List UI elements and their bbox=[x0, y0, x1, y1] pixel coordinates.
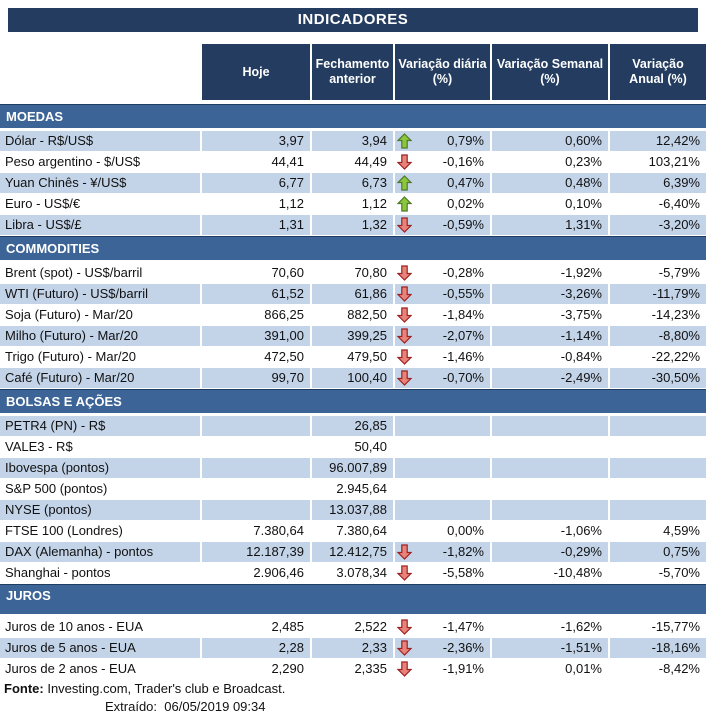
cell-variacao-diaria bbox=[395, 194, 492, 214]
cell-indicator-label: Milho (Futuro) - Mar/20 bbox=[0, 326, 202, 346]
arrow-down-icon bbox=[397, 544, 413, 560]
cell-variacao-diaria bbox=[395, 563, 492, 583]
cell-variacao-anual: -22,22% bbox=[651, 349, 700, 364]
arrow-down-icon bbox=[397, 307, 413, 323]
section-header-bolsas-e-a-es: BOLSAS E AÇÕES bbox=[0, 389, 706, 413]
arrow-down-icon bbox=[397, 154, 413, 170]
cell-indicator-label: Ibovespa (pontos) bbox=[0, 458, 202, 478]
cell-hoje: 2,485 bbox=[202, 617, 312, 637]
arrow-placeholder bbox=[397, 460, 413, 476]
cell-hoje bbox=[202, 437, 312, 457]
cell-variacao-semanal: -1,62% bbox=[492, 617, 610, 637]
cell-indicator-label: Brent (spot) - US$/barril bbox=[0, 263, 202, 283]
cell-variacao-semanal bbox=[492, 416, 610, 436]
extracted-value: 06/05/2019 09:34 bbox=[164, 699, 266, 714]
variacao-diaria-value: -1,82% bbox=[442, 544, 484, 559]
cell-hoje: 2,290 bbox=[202, 659, 312, 679]
arrow-placeholder bbox=[397, 418, 413, 434]
table-row-petr4-pn-r bbox=[0, 416, 706, 436]
cell-hoje: 44,41 bbox=[202, 152, 312, 172]
table-row-euro-us bbox=[0, 194, 706, 214]
cell-variacao-diaria bbox=[395, 305, 492, 325]
column-header-line: (%) bbox=[432, 72, 453, 86]
cell-variacao-semanal: -1,51% bbox=[492, 638, 610, 658]
cell-fechamento-anterior: 100,40 bbox=[312, 368, 395, 388]
cell-fechamento-anterior: 1,32 bbox=[312, 215, 395, 235]
cell-fechamento-anterior: 2,522 bbox=[312, 617, 395, 637]
cell-indicator-label: Trigo (Futuro) - Mar/20 bbox=[0, 347, 202, 367]
column-header-line: Fechamento bbox=[315, 57, 390, 71]
cell-indicator-label: Peso argentino - $/US$ bbox=[0, 152, 202, 172]
column-header-line: Variação bbox=[632, 57, 684, 71]
cell-variacao-diaria bbox=[395, 263, 492, 283]
column-header-variacao-semanal bbox=[492, 44, 610, 100]
cell-hoje: 866,25 bbox=[202, 305, 312, 325]
cell-indicator-label: Soja (Futuro) - Mar/20 bbox=[0, 305, 202, 325]
cell-indicator-label: DAX (Alemanha) - pontos bbox=[0, 542, 202, 562]
cell-variacao-anual: 103,21% bbox=[648, 154, 700, 169]
cell-variacao-semanal bbox=[492, 458, 610, 478]
cell-variacao-diaria bbox=[395, 437, 492, 457]
table-row-d-lar-r-us bbox=[0, 131, 706, 151]
cell-fechamento-anterior: 2,33 bbox=[312, 638, 395, 658]
section-header-commodities: COMMODITIES bbox=[0, 236, 706, 260]
cell-variacao-semanal bbox=[492, 500, 610, 520]
cell-indicator-label: VALE3 - R$ bbox=[0, 437, 202, 457]
cell-hoje: 472,50 bbox=[202, 347, 312, 367]
indicators-table bbox=[0, 104, 706, 679]
cell-fechamento-anterior: 13.037,88 bbox=[312, 500, 395, 520]
cell-indicator-label: Euro - US$/€ bbox=[0, 194, 202, 214]
arrow-placeholder bbox=[397, 502, 413, 518]
table-row-juros-de-5-anos-eua bbox=[0, 638, 706, 658]
cell-variacao-diaria bbox=[395, 479, 492, 499]
table-footer bbox=[0, 680, 706, 716]
cell-indicator-label: Dólar - R$/US$ bbox=[0, 131, 202, 151]
cell-indicator-label: Juros de 5 anos - EUA bbox=[0, 638, 202, 658]
cell-variacao-anual: -6,40% bbox=[658, 196, 700, 211]
cell-variacao-anual: -15,77% bbox=[651, 619, 700, 634]
cell-variacao-semanal: -3,26% bbox=[492, 284, 610, 304]
cell-variacao-diaria bbox=[395, 542, 492, 562]
cell-indicator-label: Juros de 10 anos - EUA bbox=[0, 617, 202, 637]
cell-variacao-semanal: 0,10% bbox=[492, 194, 610, 214]
cell-fechamento-anterior: 3.078,34 bbox=[312, 563, 395, 583]
cell-fechamento-anterior: 50,40 bbox=[312, 437, 395, 457]
cell-variacao-anual: -30,50% bbox=[651, 370, 700, 385]
cell-variacao-semanal bbox=[492, 479, 610, 499]
table-row-libra-us bbox=[0, 215, 706, 235]
cell-variacao-semanal: -1,92% bbox=[492, 263, 610, 283]
table-row-shanghai-pontos bbox=[0, 563, 706, 583]
variacao-diaria-value: -2,36% bbox=[442, 640, 484, 655]
arrow-placeholder bbox=[397, 523, 413, 539]
cell-indicator-label: Juros de 2 anos - EUA bbox=[0, 659, 202, 679]
cell-variacao-anual: 12,42% bbox=[655, 133, 700, 148]
cell-variacao-anual: -11,79% bbox=[652, 286, 700, 301]
cell-variacao-diaria bbox=[395, 521, 492, 541]
cell-fechamento-anterior: 6,73 bbox=[312, 173, 395, 193]
cell-variacao-diaria bbox=[395, 152, 492, 172]
table-row-brent-spot-us-barril bbox=[0, 263, 706, 283]
cell-fechamento-anterior: 26,85 bbox=[312, 416, 395, 436]
arrow-placeholder bbox=[397, 439, 413, 455]
source-line bbox=[0, 680, 706, 698]
table-row-yuan-chin-s-us bbox=[0, 173, 706, 193]
column-header-line: Anual (%) bbox=[629, 72, 687, 86]
cell-fechamento-anterior: 2,335 bbox=[312, 659, 395, 679]
page-title: INDICADORES bbox=[8, 8, 698, 32]
cell-hoje bbox=[202, 500, 312, 520]
table-row-trigo-futuro-mar-20 bbox=[0, 347, 706, 367]
cell-hoje: 1,12 bbox=[202, 194, 312, 214]
column-header-line: anterior bbox=[329, 72, 376, 86]
variacao-diaria-value: -2,07% bbox=[442, 328, 484, 343]
cell-variacao-diaria bbox=[395, 617, 492, 637]
column-header-line: Variação diária bbox=[398, 57, 487, 71]
column-header-line: (%) bbox=[540, 72, 560, 86]
header-spacer bbox=[0, 44, 202, 100]
variacao-diaria-value: -0,28% bbox=[442, 265, 484, 280]
cell-hoje: 3,97 bbox=[202, 131, 312, 151]
cell-variacao-semanal: -3,75% bbox=[492, 305, 610, 325]
table-row-vale3-r bbox=[0, 437, 706, 457]
cell-hoje: 61,52 bbox=[202, 284, 312, 304]
table-row-milho-futuro-mar-20 bbox=[0, 326, 706, 346]
cell-indicator-label: PETR4 (PN) - R$ bbox=[0, 416, 202, 436]
variacao-diaria-value: 0,47% bbox=[447, 175, 484, 190]
column-header-variacao-anual bbox=[610, 44, 706, 100]
cell-variacao-semanal: -1,06% bbox=[492, 521, 610, 541]
cell-fechamento-anterior: 2.945,64 bbox=[312, 479, 395, 499]
variacao-diaria-value: 0,79% bbox=[447, 133, 484, 148]
cell-variacao-diaria bbox=[395, 173, 492, 193]
cell-hoje bbox=[202, 416, 312, 436]
cell-variacao-anual: 4,59% bbox=[663, 523, 700, 538]
table-row-dax-alemanha-pontos bbox=[0, 542, 706, 562]
cell-indicator-label: Shanghai - pontos bbox=[0, 563, 202, 583]
cell-indicator-label: FTSE 100 (Londres) bbox=[0, 521, 202, 541]
cell-variacao-anual: -3,20% bbox=[658, 217, 700, 232]
column-header-hoje bbox=[202, 44, 312, 100]
variacao-diaria-value: -0,55% bbox=[442, 286, 484, 301]
cell-hoje: 70,60 bbox=[202, 263, 312, 283]
variacao-diaria-value: -0,70% bbox=[442, 370, 484, 385]
variacao-diaria-value: -5,58% bbox=[442, 565, 484, 580]
arrow-down-icon bbox=[397, 217, 413, 233]
cell-indicator-label: Yuan Chinês - ¥/US$ bbox=[0, 173, 202, 193]
arrow-down-icon bbox=[397, 265, 413, 281]
cell-variacao-diaria bbox=[395, 326, 492, 346]
table-row-wti-futuro-us-barril bbox=[0, 284, 706, 304]
cell-variacao-anual: -8,42% bbox=[658, 661, 700, 676]
cell-variacao-diaria bbox=[395, 347, 492, 367]
cell-variacao-diaria bbox=[395, 215, 492, 235]
section-header-moedas: MOEDAS bbox=[0, 104, 706, 128]
cell-variacao-anual: -5,70% bbox=[658, 565, 700, 580]
cell-variacao-diaria bbox=[395, 638, 492, 658]
cell-variacao-diaria bbox=[395, 368, 492, 388]
cell-variacao-anual bbox=[610, 458, 706, 478]
variacao-diaria-value: 0,00% bbox=[447, 523, 484, 538]
arrow-down-icon bbox=[397, 370, 413, 386]
cell-variacao-anual: 6,39% bbox=[663, 175, 700, 190]
arrow-down-icon bbox=[397, 565, 413, 581]
column-header-fechamento bbox=[312, 44, 395, 100]
cell-variacao-anual: -18,16% bbox=[651, 640, 700, 655]
section-header-juros: JUROS bbox=[0, 584, 706, 614]
cell-fechamento-anterior: 7.380,64 bbox=[312, 521, 395, 541]
cell-fechamento-anterior: 882,50 bbox=[312, 305, 395, 325]
column-header-line: Variação Semanal bbox=[496, 57, 604, 71]
cell-hoje: 1,31 bbox=[202, 215, 312, 235]
cell-variacao-anual: -14,23% bbox=[651, 307, 700, 322]
table-row-caf-futuro-mar-20 bbox=[0, 368, 706, 388]
cell-variacao-anual: 0,75% bbox=[663, 544, 700, 559]
cell-hoje: 7.380,64 bbox=[202, 521, 312, 541]
cell-variacao-diaria bbox=[395, 131, 492, 151]
table-row-nyse-pontos bbox=[0, 500, 706, 520]
cell-variacao-anual bbox=[610, 479, 706, 499]
extracted-label: Extraído: bbox=[105, 699, 158, 714]
variacao-diaria-value: -1,47% bbox=[442, 619, 484, 634]
table-row-soja-futuro-mar-20 bbox=[0, 305, 706, 325]
cell-fechamento-anterior: 3,94 bbox=[312, 131, 395, 151]
arrow-up-icon bbox=[397, 196, 413, 212]
cell-variacao-diaria bbox=[395, 500, 492, 520]
cell-variacao-semanal: 0,60% bbox=[492, 131, 610, 151]
table-row-peso-argentino-us bbox=[0, 152, 706, 172]
cell-fechamento-anterior: 70,80 bbox=[312, 263, 395, 283]
variacao-diaria-value: 0,02% bbox=[447, 196, 484, 211]
cell-variacao-semanal: -2,49% bbox=[492, 368, 610, 388]
cell-variacao-semanal: 0,23% bbox=[492, 152, 610, 172]
cell-variacao-semanal: 1,31% bbox=[492, 215, 610, 235]
table-row-ibovespa-pontos bbox=[0, 458, 706, 478]
cell-indicator-label: Libra - US$/£ bbox=[0, 215, 202, 235]
cell-fechamento-anterior: 12.412,75 bbox=[312, 542, 395, 562]
cell-variacao-anual: -5,79% bbox=[658, 265, 700, 280]
cell-fechamento-anterior: 399,25 bbox=[312, 326, 395, 346]
source-label: Fonte: bbox=[4, 681, 44, 696]
cell-variacao-diaria bbox=[395, 416, 492, 436]
arrow-down-icon bbox=[397, 349, 413, 365]
cell-variacao-anual: -8,80% bbox=[658, 328, 700, 343]
arrow-down-icon bbox=[397, 640, 413, 656]
cell-variacao-diaria bbox=[395, 284, 492, 304]
cell-variacao-semanal: 0,48% bbox=[492, 173, 610, 193]
arrow-down-icon bbox=[397, 619, 413, 635]
cell-fechamento-anterior: 1,12 bbox=[312, 194, 395, 214]
cell-fechamento-anterior: 44,49 bbox=[312, 152, 395, 172]
cell-variacao-anual bbox=[610, 416, 706, 436]
cell-fechamento-anterior: 61,86 bbox=[312, 284, 395, 304]
source-text: Investing.com, Trader's club e Broadcast. bbox=[43, 681, 286, 696]
arrow-down-icon bbox=[397, 328, 413, 344]
column-header-line: Hoje bbox=[242, 64, 270, 79]
variacao-diaria-value: -1,84% bbox=[442, 307, 484, 322]
cell-hoje: 2.906,46 bbox=[202, 563, 312, 583]
cell-hoje: 6,77 bbox=[202, 173, 312, 193]
arrow-up-icon bbox=[397, 175, 413, 191]
cell-variacao-diaria bbox=[395, 458, 492, 478]
variacao-diaria-value: -0,16% bbox=[442, 154, 484, 169]
cell-variacao-semanal: 0,01% bbox=[492, 659, 610, 679]
cell-hoje bbox=[202, 479, 312, 499]
cell-variacao-semanal: -10,48% bbox=[492, 563, 610, 583]
cell-indicator-label: WTI (Futuro) - US$/barril bbox=[0, 284, 202, 304]
cell-indicator-label: NYSE (pontos) bbox=[0, 500, 202, 520]
table-row-juros-de-2-anos-eua bbox=[0, 659, 706, 679]
cell-hoje: 12.187,39 bbox=[202, 542, 312, 562]
cell-variacao-semanal bbox=[492, 437, 610, 457]
variacao-diaria-value: -1,91% bbox=[442, 661, 484, 676]
cell-variacao-diaria bbox=[395, 659, 492, 679]
cell-variacao-anual bbox=[610, 437, 706, 457]
cell-indicator-label: Café (Futuro) - Mar/20 bbox=[0, 368, 202, 388]
arrow-up-icon bbox=[397, 133, 413, 149]
cell-fechamento-anterior: 96.007,89 bbox=[312, 458, 395, 478]
cell-hoje: 99,70 bbox=[202, 368, 312, 388]
arrow-placeholder bbox=[397, 481, 413, 497]
table-row-juros-de-10-anos-eua bbox=[0, 617, 706, 637]
cell-hoje: 391,00 bbox=[202, 326, 312, 346]
cell-variacao-anual bbox=[610, 500, 706, 520]
cell-variacao-semanal: -1,14% bbox=[492, 326, 610, 346]
cell-indicator-label: S&P 500 (pontos) bbox=[0, 479, 202, 499]
table-row-ftse-100-londres bbox=[0, 521, 706, 541]
table-row-s-p-500-pontos bbox=[0, 479, 706, 499]
cell-variacao-semanal: -0,84% bbox=[492, 347, 610, 367]
extracted-line bbox=[0, 698, 706, 716]
variacao-diaria-value: -0,59% bbox=[442, 217, 484, 232]
column-header-variacao-diaria bbox=[395, 44, 492, 100]
cell-variacao-semanal: -0,29% bbox=[492, 542, 610, 562]
arrow-down-icon bbox=[397, 286, 413, 302]
variacao-diaria-value: -1,46% bbox=[442, 349, 484, 364]
column-header-row bbox=[0, 44, 706, 100]
cell-hoje: 2,28 bbox=[202, 638, 312, 658]
arrow-down-icon bbox=[397, 661, 413, 677]
cell-hoje bbox=[202, 458, 312, 478]
cell-fechamento-anterior: 479,50 bbox=[312, 347, 395, 367]
